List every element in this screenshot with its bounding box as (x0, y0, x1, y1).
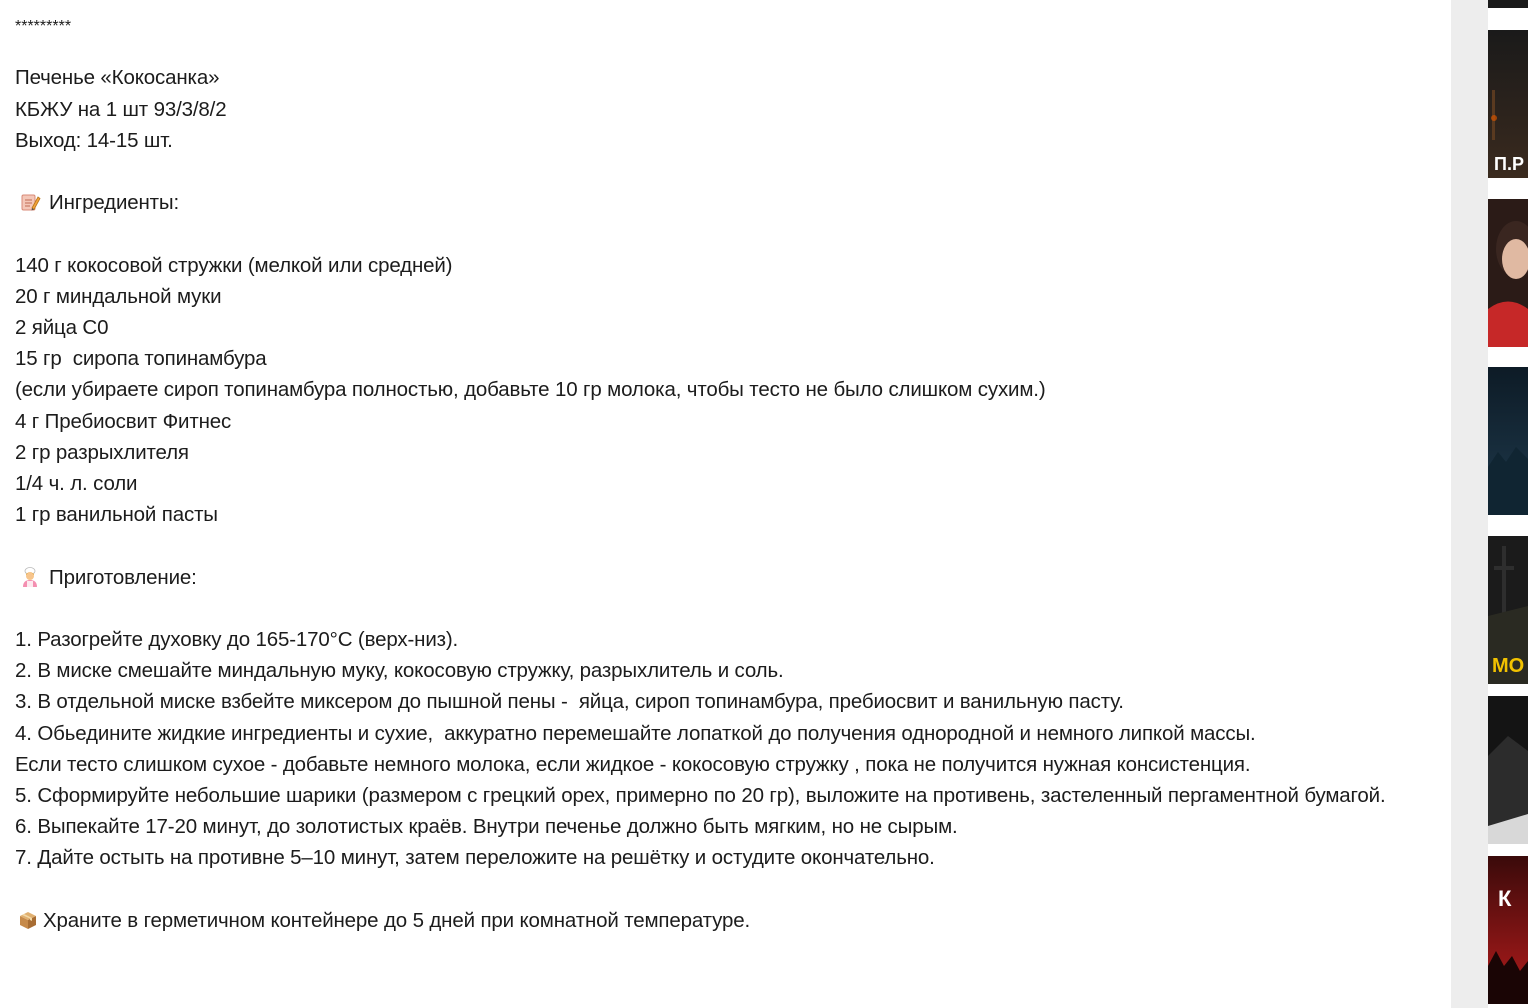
step-item: 3. В отдельной миске взбейте миксером до пышной пены - яйца, сироп топинамбура, пребиосвит и ванильную пасту. (15, 690, 1124, 714)
ingredient-item: 2 яйца С0 (15, 315, 109, 339)
storage-text: Храните в герметичном контейнере до 5 дней при комнатной температуре. (43, 908, 751, 932)
ingredient-item: 1 гр ванильной пасты (15, 503, 218, 527)
step-item: 6. Выпекайте 17-20 минут, до золотистых краёв. Внутри печенье должно быть мягким, но не сырым. (15, 815, 958, 839)
blank-line (15, 218, 1435, 249)
ingredient-item: 140 г кокосовой стружки (мелкой или средней) (15, 253, 453, 277)
steps-heading-line (15, 562, 1435, 593)
thumbnail-3[interactable] (1488, 367, 1528, 515)
blank-line (15, 874, 1435, 905)
ingredients-heading: Ингредиенты: (49, 191, 180, 215)
steps-heading: Приготовление: (49, 565, 197, 589)
blank-line (15, 530, 1435, 561)
ingredient-item: 1/4 ч. л. соли (15, 471, 138, 495)
step-note: Если тесто слишком сухое - добавьте немного молока, если жидкое - кокосовую стружку , пока не получится нужная консистенция. (15, 752, 1251, 776)
blank-line (15, 31, 1435, 62)
recipe-title: Печенье «Кокосанка» (15, 66, 220, 90)
memo-icon (19, 191, 41, 213)
ingredient-item: 4 г Пребиосвит Фитнес (15, 409, 232, 433)
post-text (15, 0, 1435, 936)
page-gutter (1451, 0, 1488, 1008)
thumbnail-2[interactable] (1488, 199, 1528, 347)
ingredient-note: (если убираете сироп топинамбура полностью, добавьте 10 гр молока, чтобы тесто не было слишком сухим.) (15, 378, 1046, 402)
cook-icon (19, 566, 41, 588)
step-item: 5. Сформируйте небольшие шарики (размером с грецкий орех, примерно по 20 гр), выложите на противень, застеленный пергаментной бумагой. (15, 783, 1386, 807)
yield-line: Выход: 14-15 шт. (15, 128, 173, 152)
package-icon (17, 909, 39, 931)
thumbnail-partial[interactable] (1488, 0, 1528, 8)
thumbnail-5[interactable] (1488, 696, 1528, 844)
thumbnail-6-caption: К (1498, 886, 1512, 911)
ingredient-item: 20 г миндальной муки (15, 284, 222, 308)
nutrition-line: КБЖУ на 1 шт 93/3/8/2 (15, 97, 227, 121)
thumbnail-1[interactable] (1488, 30, 1528, 178)
ingredient-item: 2 гр разрыхлителя (15, 440, 189, 464)
thumbnail-4-caption: МО (1492, 655, 1525, 677)
ingredients-heading-line (15, 187, 1435, 218)
recommendations-rail (1488, 0, 1525, 1008)
separator: ********* (15, 18, 72, 35)
step-item: 1. Разогрейте духовку до 165-170°C (верх-низ). (15, 627, 459, 651)
thumbnail-6[interactable] (1488, 856, 1528, 1004)
blank-line (15, 156, 1435, 187)
storage-line (15, 905, 1435, 936)
step-item: 2. В миске смешайте миндальную муку, кокосовую стружку, разрыхлитель и соль. (15, 659, 784, 683)
step-item: 7. Дайте остыть на противне 5–10 минут, затем переложите на решётку и остудите окончательно. (15, 846, 935, 870)
blank-line (15, 593, 1435, 624)
thumbnail-4[interactable] (1488, 536, 1528, 684)
step-item: 4. Обьедините жидкие ингредиенты и сухие, аккуратно перемешайте лопаткой до получения однородной и немного липкой массы. (15, 721, 1256, 745)
thumbnail-1-caption: П.Р (1494, 154, 1524, 174)
ingredient-item: 15 гр сиропа топинамбура (15, 347, 267, 371)
